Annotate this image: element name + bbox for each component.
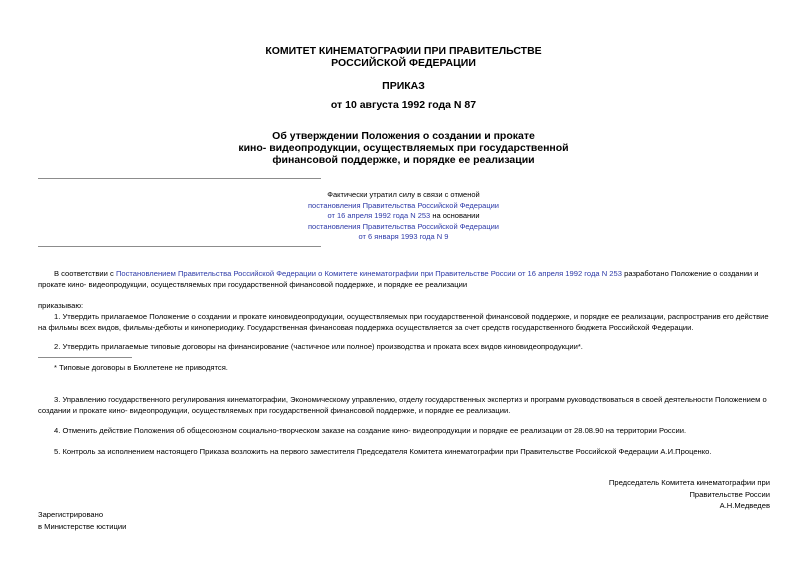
signature-line-2: Правительстве России: [689, 489, 770, 499]
status-link-2-line-1[interactable]: постановления Правительства Российской Федерации: [307, 221, 499, 231]
title-line-1: Об утверждении Положения о создании и прокате: [272, 130, 535, 142]
footnote: * Типовые договоры в Бюллетене не приводятся.: [54, 363, 228, 372]
document-title: [0, 130, 807, 166]
signature-name: А.Н.Медведев: [719, 501, 770, 510]
document-date: от 10 августа 1992 года N 87: [330, 99, 477, 111]
organization-line-1: КОМИТЕТ КИНЕМАТОГРАФИИ ПРИ ПРАВИТЕЛЬСТВЕ: [265, 45, 542, 57]
signature-block: [500, 477, 770, 512]
document-type: ПРИКАЗ: [382, 80, 425, 92]
status-link-2[interactable]: [0, 222, 807, 243]
status-link-2-line-2[interactable]: от 6 января 1993 года N 9: [358, 232, 449, 241]
divider-bottom: [38, 246, 321, 247]
status-note-line: Фактически утратил силу в связи с отменой: [327, 190, 480, 199]
registration-line-1: Зарегистрировано: [38, 510, 104, 519]
status-link-1-line-2[interactable]: от 16 апреля 1992 года N 253: [327, 211, 431, 220]
footnote-divider: [38, 357, 132, 358]
order-word: приказываю:: [38, 301, 84, 310]
title-line-2: кино- видеопродукции, осуществляемых при государственной: [238, 142, 569, 154]
intro-paragraph: [38, 268, 770, 290]
organization-line-2: РОССИЙСКОЙ ФЕДЕРАЦИИ: [331, 57, 476, 69]
item-1: 1. Утвердить прилагаемое Положение о создании и прокате киновидеопродукции, осуществляемых при государственной финансовой поддержке, и порядке ее реализации, распространив его действие на фильмы всех видов, фильмы-дебюты и кинопериодику. Государственная финансовая поддержка осуществляется за счет средств государственного бюджета Российской Федерации.: [38, 312, 769, 332]
item-5: 5. Контроль за исполнением настоящего Приказа возложить на первого заместителя Председателя Комитета кинематографии при Правительстве Российской Федерации А.И.Проценко.: [54, 447, 712, 456]
status-link-1[interactable]: [0, 201, 807, 222]
status-link-1-line-1[interactable]: постановления Правительства Российской Федерации: [307, 200, 499, 210]
intro-suffix: разработано Положение о создании и прокате кино- видеопродукции, осуществляемых при государственной финансовой поддержке, и порядке ее реализации: [38, 269, 759, 289]
status-note: [0, 190, 807, 243]
registration-line-2: в Министерстве юстиции: [38, 521, 127, 531]
status-link-suffix: на основании: [430, 211, 480, 220]
item-3: 3. Управлению государственного регулирования кинематографии, Экономическому управлению, отделу государственных экспертиз и программ руководствоваться в своей деятельности Положением о создании и прокате кино- видеопродукции, осуществляемых при государственной финансовой поддержке, и порядке ее реализации.: [38, 395, 767, 415]
intro-decree-link[interactable]: Постановлением Правительства Российской Федерации о Комитете кинематографии при Правительстве России от 16 апреля 1992 года N 253: [115, 269, 622, 278]
registration-block: [38, 509, 238, 532]
divider-top: [38, 178, 321, 179]
title-line-3: финансовой поддержке, и порядке ее реализации: [272, 154, 535, 166]
organization-title: [0, 45, 807, 69]
intro-prefix: В соответствии с: [54, 269, 116, 278]
item-2: 2. Утвердить прилагаемые типовые договоры на финансирование (частичное или полное) производства и проката всех видов киновидеопродукции*.: [54, 342, 583, 351]
signature-line-1: Председатель Комитета кинематографии при: [608, 478, 770, 487]
item-4: 4. Отменить действие Положения об общесоюзном социально-творческом заказе на создание кино- видеопродукции и порядке ее реализации от 28.08.90 на территории России.: [54, 426, 687, 435]
